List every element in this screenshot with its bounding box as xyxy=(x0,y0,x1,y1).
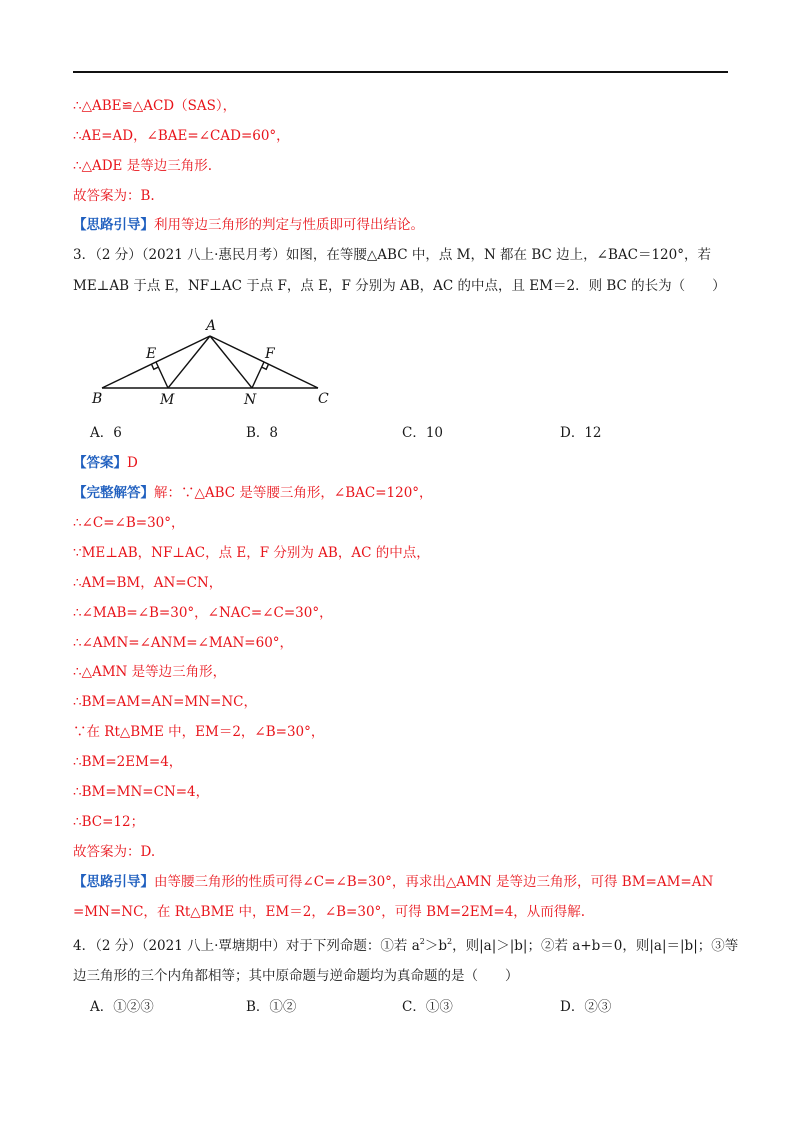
solution-line: ∴∠C=∠B=30°， xyxy=(73,515,185,531)
solution-line: ∴BC=12； xyxy=(73,814,145,830)
q3-option-a: A．6 xyxy=(90,425,122,441)
label-c: C xyxy=(318,391,329,407)
solution-line: ∴∠MAB=∠B=30°，∠NAC=∠C=30°， xyxy=(73,605,333,621)
label-m: M xyxy=(160,392,175,408)
solution-line: ∴△AMN 是等边三角形， xyxy=(73,664,227,680)
q4-stem-part: ＞b xyxy=(424,938,447,954)
solution-first: 解：∵△ABC 是等腰三角形，∠BAC=120°， xyxy=(154,485,433,501)
q3-conclusion: 故答案为：D. xyxy=(73,844,156,860)
q3-answer xyxy=(73,453,138,473)
hint-text: 由等腰三角形的性质可得∠C=∠B=30°，再求出△AMN 是等边三角形，可得 BM=AM=AN xyxy=(154,874,714,890)
solution-line: ∵ME⊥AB，NF⊥AC，点 E，F 分别为 AB，AC 的中点， xyxy=(73,545,430,561)
q4-option-d: D．②③ xyxy=(560,999,612,1015)
segment-em xyxy=(156,362,168,388)
q3-option-b: B．8 xyxy=(246,425,279,441)
segment-an xyxy=(210,336,252,388)
prev-conclusion: 故答案为：B. xyxy=(73,188,155,204)
label-b: B xyxy=(92,391,103,407)
label-e: E xyxy=(146,346,157,362)
q4-stem-part: 4．（2 分）（2021 八上·覃塘期中）对于下列命题：①若 a xyxy=(73,938,420,954)
prev-hint xyxy=(73,215,424,235)
q4-option-c: C．①③ xyxy=(402,999,453,1015)
label-a: A xyxy=(206,318,217,334)
label-n: N xyxy=(244,392,257,408)
prev-solution-line: ∴△ADE 是等边三角形. xyxy=(73,158,212,174)
answer-value: D xyxy=(127,455,138,471)
q3-solution-head xyxy=(73,483,433,503)
solution-line: ∴BM=AM=AN=MN=NC， xyxy=(73,694,257,710)
solution-line: ∴BM=2EM=4， xyxy=(73,754,183,770)
q3-option-d: D．12 xyxy=(560,425,602,441)
q4-stem-part: ，则|a|＞|b|；②若 a+b＝0，则|a|＝|b|；③等 xyxy=(452,938,739,954)
hint-tag: 【思路引导】 xyxy=(73,217,154,233)
q3-hint-line2: =MN=NC，在 Rt△BME 中，EM＝2，∠B=30°，可得 BM=2EM=4，从而得解. xyxy=(73,904,586,920)
label-f: F xyxy=(265,346,275,362)
q4-option-b: B．①② xyxy=(246,999,297,1015)
q4-stem: 边三角形的三个内角都相等；其中原命题与逆命题均为真命题的是（ ） xyxy=(73,968,519,984)
q3-option-c: C．10 xyxy=(402,425,444,441)
hint-text: 利用等边三角形的判定与性质即可得出结论。 xyxy=(154,217,424,233)
header-rule xyxy=(73,71,728,73)
q4-option-a: A．①②③ xyxy=(90,999,154,1015)
q3-hint xyxy=(73,872,713,892)
prev-solution-line: ∴△ABE≌△ACD（SAS）， xyxy=(73,98,237,114)
q3-stem: 3．（2 分）（2021 八上·惠民月考）如图，在等腰△ABC 中，点 M，N 都在 BC 边上，∠BAC＝120°，若 xyxy=(73,247,711,263)
hint-tag: 【思路引导】 xyxy=(73,874,154,890)
solution-line: ∴AM=BM，AN=CN， xyxy=(73,575,223,591)
solution-tag: 【完整解答】 xyxy=(73,485,154,501)
solution-line: ∵在 Rt△BME 中，EM＝2，∠B=30°， xyxy=(73,724,325,740)
superscript: 2 xyxy=(447,937,453,946)
q4-stem xyxy=(73,936,738,956)
q3-stem: ME⊥AB 于点 E，NF⊥AC 于点 F，点 E，F 分别为 AB，AC 的中点，且 EM＝2．则 BC 的长为（ ） xyxy=(73,278,726,294)
segment-am xyxy=(168,336,210,388)
solution-line: ∴BM=MN=CN=4， xyxy=(73,784,210,800)
prev-solution-line: ∴AE=AD，∠BAE=∠CAD=60°， xyxy=(73,128,290,144)
solution-line: ∴∠AMN=∠ANM=∠MAN=60°， xyxy=(73,635,294,651)
segment-fn xyxy=(252,362,264,388)
answer-tag: 【答案】 xyxy=(73,455,127,471)
triangle-figure xyxy=(90,316,340,408)
superscript: 2 xyxy=(419,937,425,946)
